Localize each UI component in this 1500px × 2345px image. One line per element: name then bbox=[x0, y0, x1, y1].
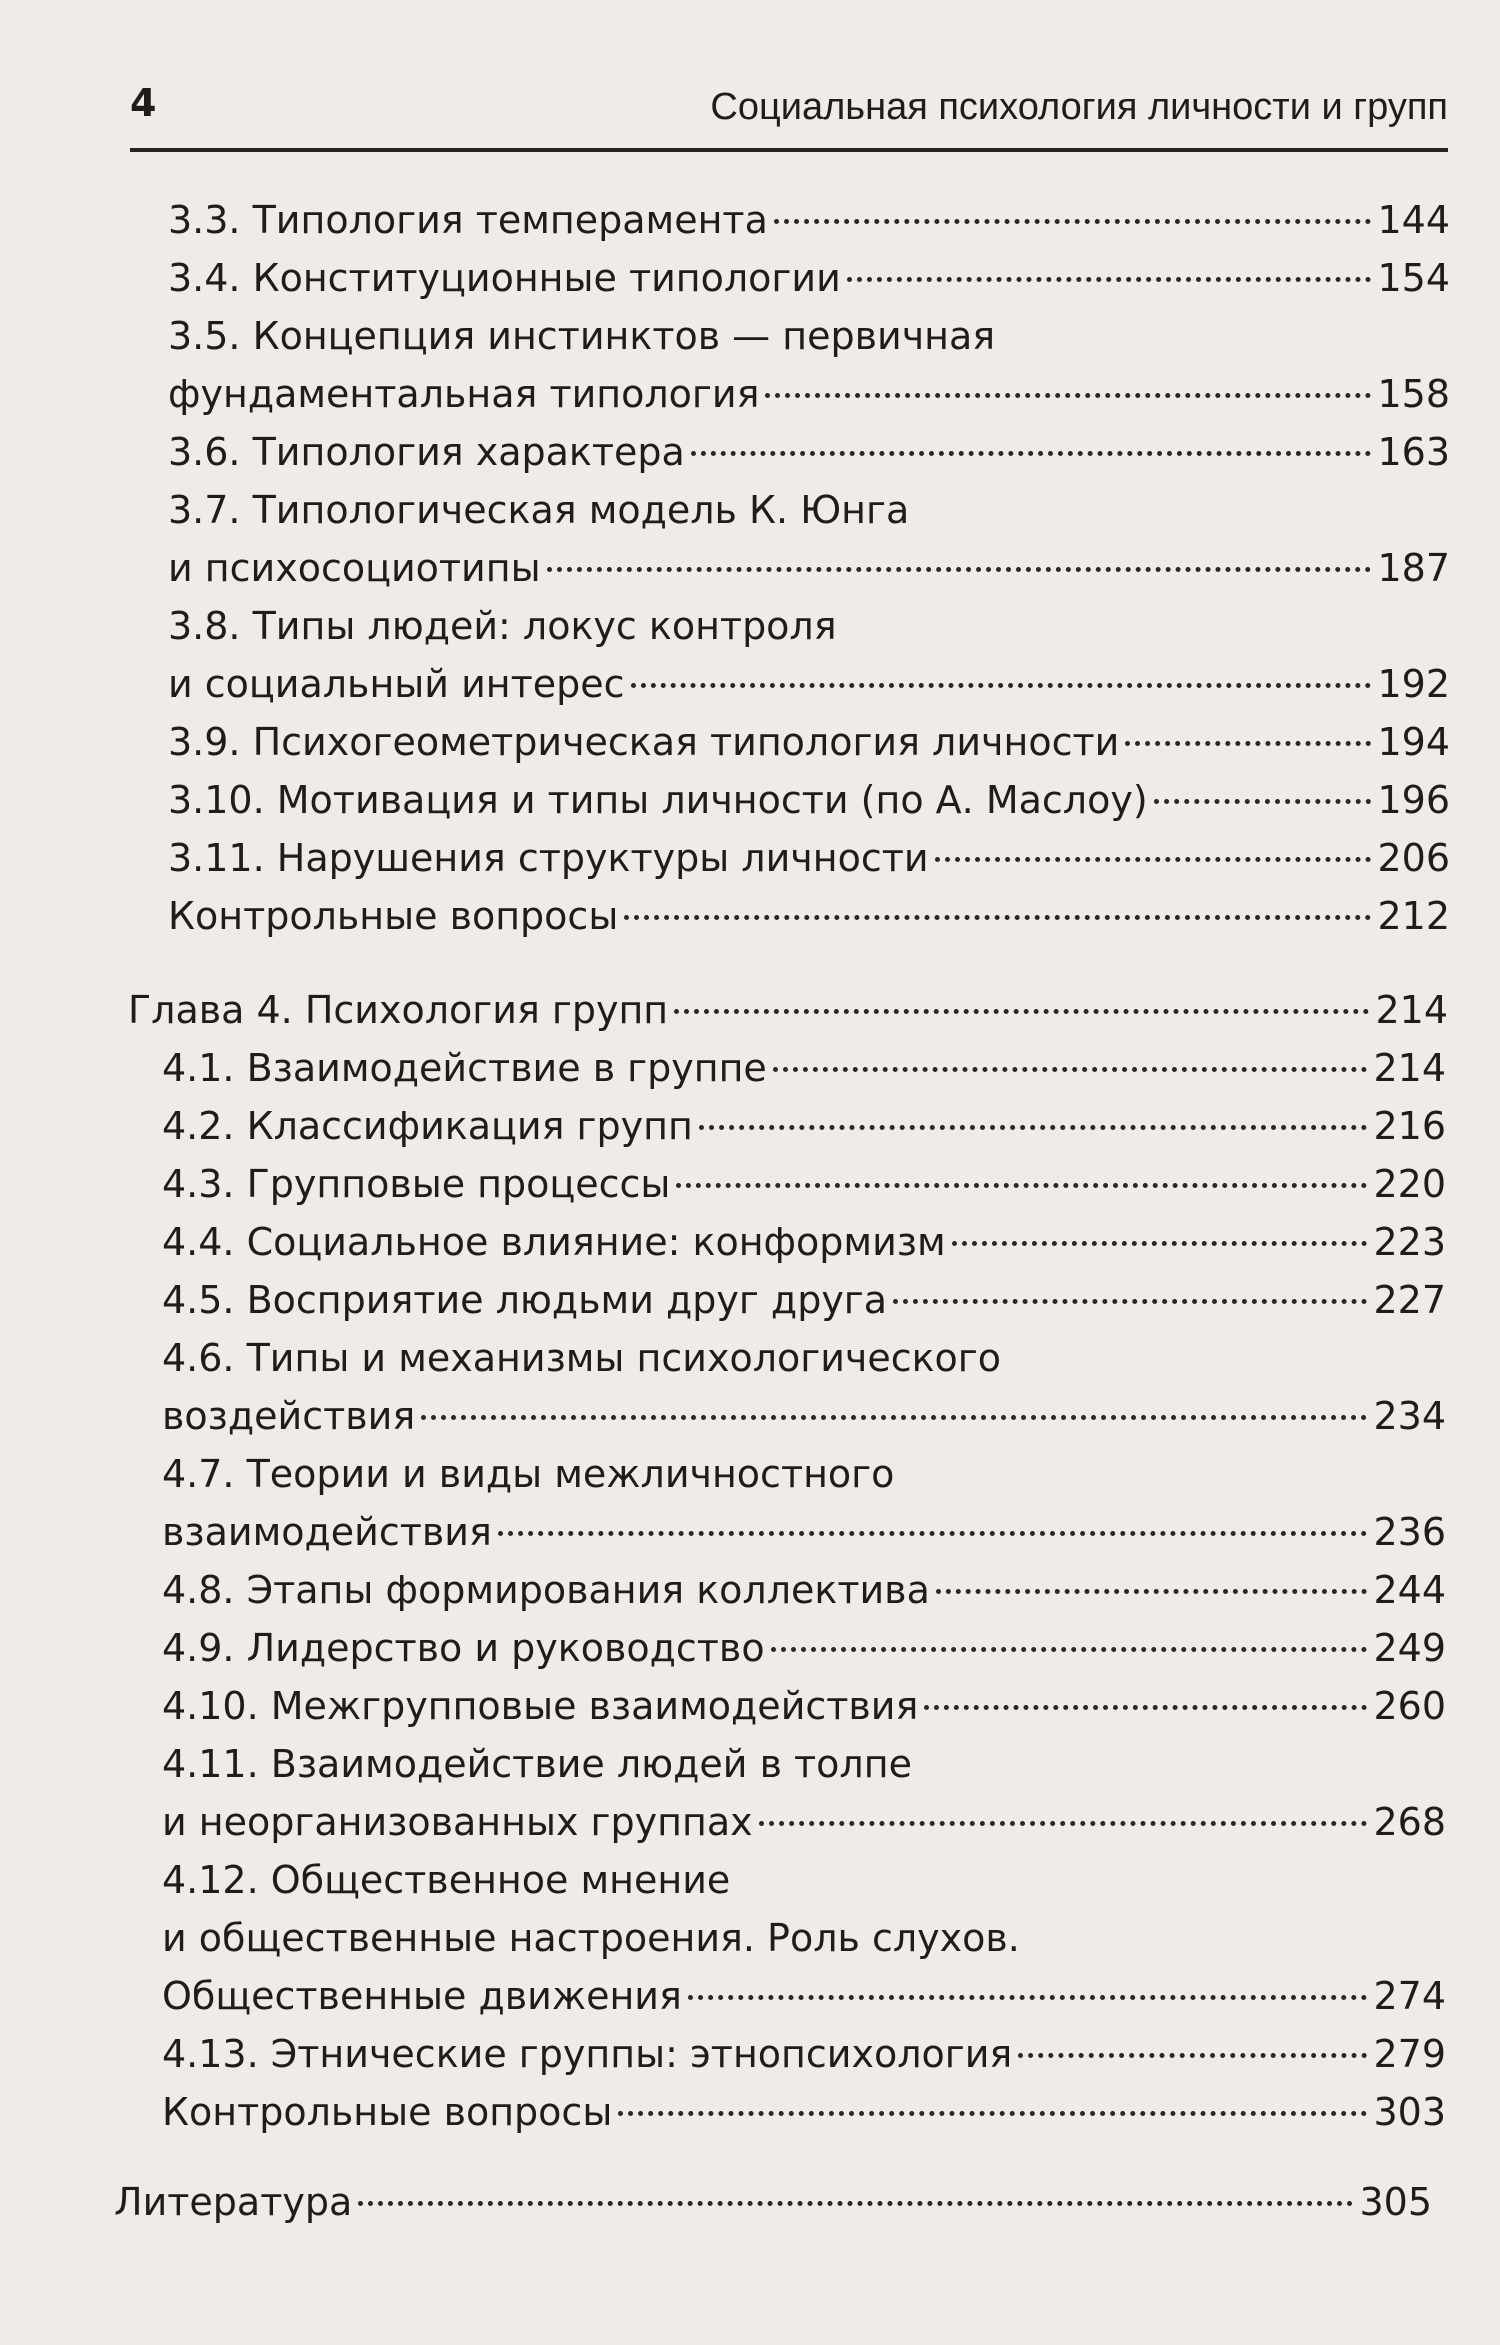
toc-page-number: 158 bbox=[1377, 372, 1450, 416]
toc-page-number: 274 bbox=[1373, 1974, 1446, 2018]
dot-leader bbox=[498, 1531, 1368, 1536]
toc-entry-title: 3.6. Типология характера bbox=[168, 430, 685, 474]
toc-entry-title-line: 4.7. Теории и виды межличностного bbox=[162, 1452, 895, 1496]
dot-leader bbox=[893, 1299, 1367, 1304]
toc-chapter-title: Литература bbox=[114, 2180, 353, 2224]
toc-entry-title-line: 3.5. Концепция инстинктов — первичная bbox=[168, 314, 996, 358]
dot-leader bbox=[1154, 799, 1372, 804]
toc-entry-title: 3.10. Мотивация и типы личности (по А. Маслоу) bbox=[168, 778, 1148, 822]
toc-page-number: 268 bbox=[1373, 1800, 1446, 1844]
toc-page-number: 196 bbox=[1377, 778, 1450, 822]
dot-leader bbox=[547, 567, 1372, 572]
dot-leader bbox=[421, 1415, 1367, 1420]
dot-leader bbox=[765, 393, 1371, 398]
dot-leader bbox=[773, 1067, 1368, 1072]
toc-page-number: 244 bbox=[1373, 1568, 1446, 1612]
toc-entry-title: 3.11. Нарушения структуры личности bbox=[168, 836, 929, 880]
dot-leader bbox=[759, 1821, 1368, 1826]
toc-entry[interactable] bbox=[162, 1100, 1446, 1152]
toc-entry[interactable] bbox=[168, 252, 1450, 304]
toc-entry-title-line: 3.8. Типы людей: локус контроля bbox=[168, 604, 837, 648]
toc-page-number: 234 bbox=[1373, 1394, 1446, 1438]
toc-page-number: 223 bbox=[1373, 1220, 1446, 1264]
toc-entry-title-line: 4.12. Общественное мнение bbox=[162, 1858, 731, 1902]
toc-entry-title: и социальный интерес bbox=[168, 662, 625, 706]
toc-entry-title: Контрольные вопросы bbox=[162, 2090, 613, 2134]
toc-page-number: 279 bbox=[1373, 2032, 1446, 2076]
dot-leader bbox=[1125, 741, 1371, 746]
toc-chapter-entry[interactable] bbox=[128, 984, 1448, 1036]
dot-leader bbox=[699, 1125, 1368, 1130]
toc-entry[interactable] bbox=[162, 1970, 1446, 2022]
toc-entry-title-line: и общественные настроения. Роль слухов. bbox=[162, 1916, 1020, 1960]
toc-entry-title: 4.8. Этапы формирования коллектива bbox=[162, 1568, 930, 1612]
toc-entry-title: и неорганизованных группах bbox=[162, 1800, 753, 1844]
toc-entry[interactable] bbox=[168, 890, 1450, 942]
toc-page-number: 192 bbox=[1377, 662, 1450, 706]
dot-leader bbox=[676, 1183, 1367, 1188]
toc-entry[interactable] bbox=[162, 1622, 1446, 1674]
toc-entry[interactable] bbox=[162, 2086, 1446, 2138]
toc-entry-title: Контрольные вопросы bbox=[168, 894, 619, 938]
toc-entry[interactable] bbox=[162, 1506, 1446, 1558]
toc-page-number: 227 bbox=[1373, 1278, 1446, 1322]
toc-chapter-title: Глава 4. Психология групп bbox=[128, 988, 669, 1032]
toc-entry-title: 4.5. Восприятие людьми друг друга bbox=[162, 1278, 888, 1322]
toc-entry-title: 4.10. Межгрупповые взаимодействия bbox=[162, 1684, 919, 1728]
dot-leader bbox=[358, 2201, 1353, 2206]
toc-entry-title: 4.2. Классификация групп bbox=[162, 1104, 693, 1148]
toc-page-number: 214 bbox=[1373, 1046, 1446, 1090]
dot-leader bbox=[1018, 2053, 1367, 2058]
page-number: 4 bbox=[130, 81, 157, 125]
toc-page-number: 163 bbox=[1377, 430, 1450, 474]
toc-entry[interactable] bbox=[162, 2028, 1446, 2080]
toc-page-number: 249 bbox=[1373, 1626, 1446, 1670]
toc-entry-title: воздействия bbox=[162, 1394, 416, 1438]
toc-entry[interactable] bbox=[168, 542, 1450, 594]
toc-entry[interactable] bbox=[168, 658, 1450, 710]
dot-leader bbox=[688, 1995, 1368, 2000]
toc-entry-title: 4.4. Социальное влияние: конформизм bbox=[162, 1220, 946, 1264]
dot-leader bbox=[691, 451, 1372, 456]
toc-page-number: 305 bbox=[1359, 2180, 1432, 2224]
toc-entry[interactable] bbox=[168, 368, 1450, 420]
toc-entry-title: 4.1. Взаимодействие в группе bbox=[162, 1046, 767, 1090]
toc-chapter-entry[interactable] bbox=[114, 2176, 1432, 2228]
toc-page-number: 303 bbox=[1373, 2090, 1446, 2134]
toc-entry-title: взаимодействия bbox=[162, 1510, 492, 1554]
toc-entry[interactable] bbox=[168, 426, 1450, 478]
toc-entry[interactable] bbox=[168, 774, 1450, 826]
toc-page-number: 236 bbox=[1373, 1510, 1446, 1554]
dot-leader bbox=[774, 219, 1372, 224]
dot-leader bbox=[924, 1705, 1367, 1710]
toc-entry-title: Общественные движения bbox=[162, 1974, 682, 2018]
toc-entry[interactable] bbox=[162, 1274, 1446, 1326]
toc-entry-title-line: 4.11. Взаимодействие людей в толпе bbox=[162, 1742, 912, 1786]
dot-leader bbox=[847, 277, 1372, 282]
dot-leader bbox=[674, 1009, 1369, 1014]
toc-entry-title: 3.4. Конституционные типологии bbox=[168, 256, 841, 300]
toc-entry[interactable] bbox=[162, 1680, 1446, 1732]
toc-entry[interactable] bbox=[162, 1564, 1446, 1616]
toc-page-number: 187 bbox=[1377, 546, 1450, 590]
toc-entry[interactable] bbox=[168, 716, 1450, 768]
toc-entry-title-line: 3.7. Типологическая модель К. Юнга bbox=[168, 488, 910, 532]
toc-entry-title: 3.3. Типология темперамента bbox=[168, 198, 768, 242]
toc-page-number: 216 bbox=[1373, 1104, 1446, 1148]
toc-entry-title: 4.13. Этнические группы: этнопсихология bbox=[162, 2032, 1013, 2076]
toc-page-number: 206 bbox=[1377, 836, 1450, 880]
toc-entry[interactable] bbox=[162, 1390, 1446, 1442]
dot-leader bbox=[935, 857, 1372, 862]
toc-entry[interactable] bbox=[162, 1216, 1446, 1268]
toc-entry-title: 4.3. Групповые процессы bbox=[162, 1162, 671, 1206]
toc-entry-title: 4.9. Лидерство и руководство bbox=[162, 1626, 765, 1670]
toc-page-number: 214 bbox=[1375, 988, 1448, 1032]
dot-leader bbox=[631, 683, 1372, 688]
dot-leader bbox=[618, 2111, 1367, 2116]
running-title: Социальная психология личности и групп bbox=[710, 86, 1448, 128]
toc-entry-title: фундаментальная типология bbox=[168, 372, 760, 416]
dot-leader bbox=[624, 915, 1371, 920]
toc-page-number: 212 bbox=[1377, 894, 1450, 938]
toc-entry[interactable] bbox=[168, 194, 1450, 246]
toc-entry-title: 3.9. Психогеометрическая типология личности bbox=[168, 720, 1120, 764]
dot-leader bbox=[771, 1647, 1368, 1652]
toc-page-number: 144 bbox=[1377, 198, 1450, 242]
toc-entry[interactable] bbox=[168, 832, 1450, 884]
toc-page-number: 260 bbox=[1373, 1684, 1446, 1728]
toc-page-number: 194 bbox=[1377, 720, 1450, 764]
toc-page-number: 220 bbox=[1373, 1162, 1446, 1206]
dot-leader bbox=[936, 1589, 1368, 1594]
toc-entry[interactable] bbox=[162, 1158, 1446, 1210]
toc-entry-title: и психосоциотипы bbox=[168, 546, 541, 590]
toc-entry-title-line: 4.6. Типы и механизмы психологического bbox=[162, 1336, 1002, 1380]
toc-page-number: 154 bbox=[1377, 256, 1450, 300]
toc-entry[interactable] bbox=[162, 1796, 1446, 1848]
dot-leader bbox=[952, 1241, 1368, 1246]
toc-entry[interactable] bbox=[162, 1042, 1446, 1094]
